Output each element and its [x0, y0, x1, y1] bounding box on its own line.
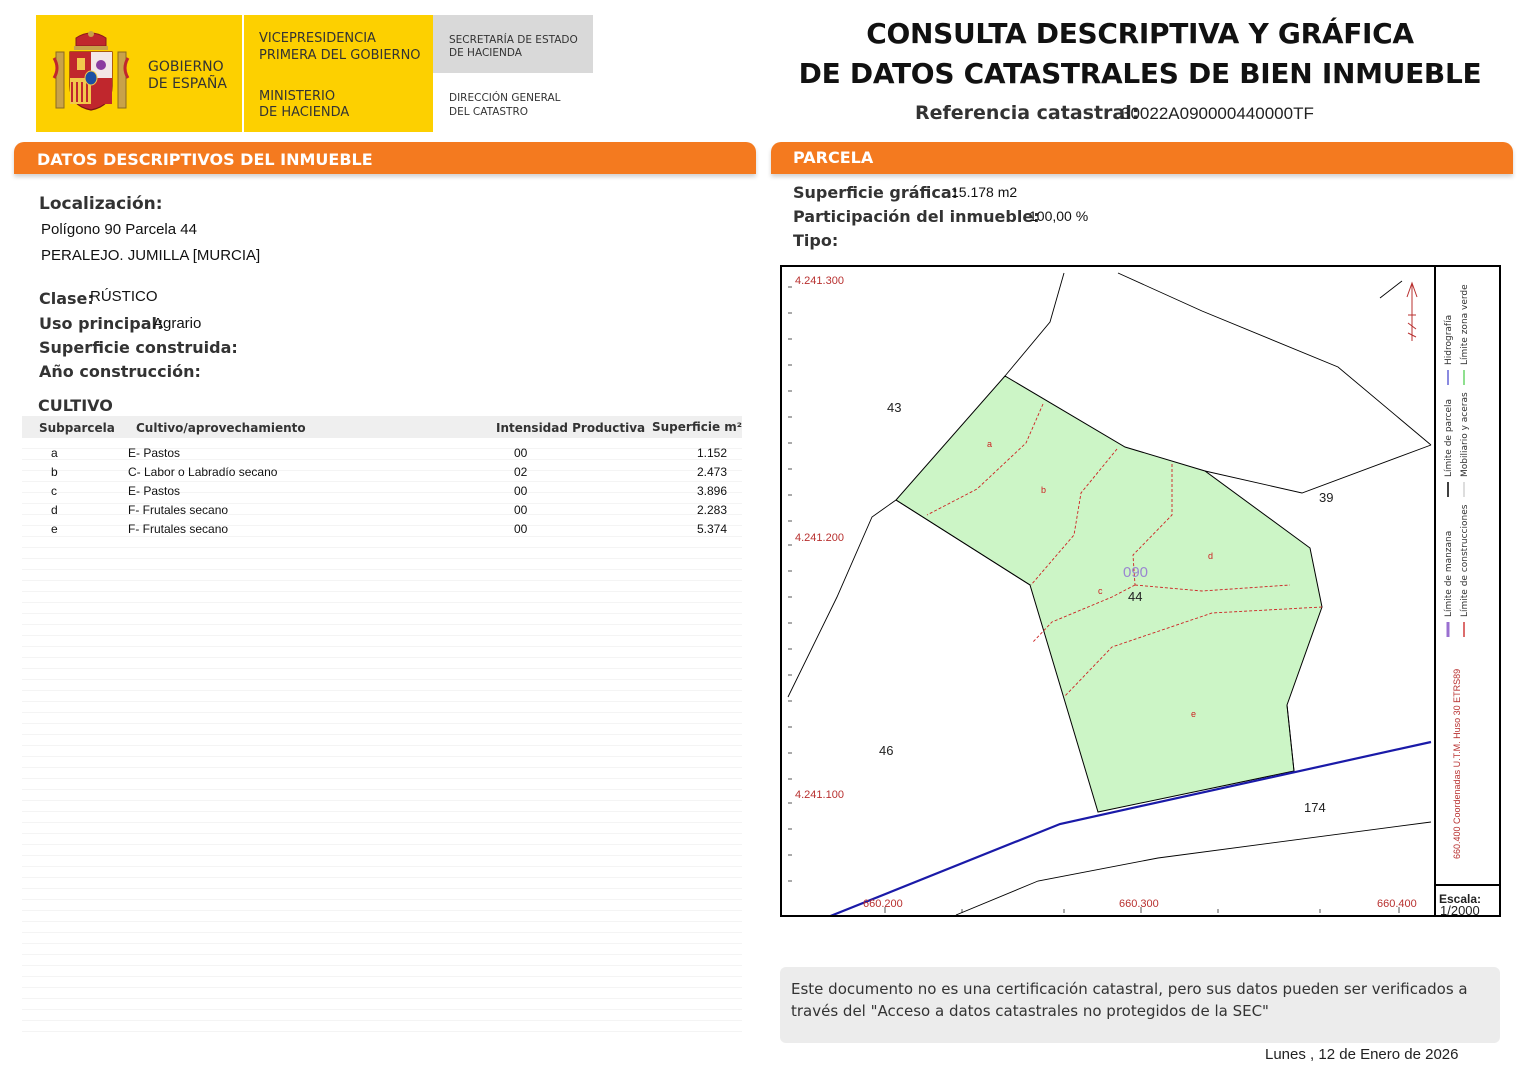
participacion-label: Participación del inmueble: — [793, 207, 1040, 226]
parcela-bar — [771, 142, 1513, 174]
y-label-4241200: 4.241.200 — [795, 532, 844, 544]
vicepresidencia-line2: PRIMERA DEL GOBIERNO — [259, 48, 421, 63]
parcel-number-174: 174 — [1304, 800, 1326, 815]
subparcel-label-e: e — [1191, 709, 1197, 719]
clase-value: RÚSTICO — [90, 288, 158, 305]
uso-principal-value: Agrario — [153, 315, 202, 332]
superficie-construida-label: Superficie construida: — [39, 338, 238, 357]
superficie-grafica-value: 15.178 m2 — [951, 184, 1018, 200]
localizacion-line1: Polígono 90 Parcela 44 — [41, 221, 197, 238]
footer-date: Lunes , 12 de Enero de 2026 — [1265, 1046, 1459, 1063]
row-a-sub: a — [51, 446, 58, 460]
ministerio-line1: MINISTERIO — [259, 89, 336, 104]
parcela-title: PARCELA — [793, 148, 874, 167]
participacion-value: 100,00 % — [1029, 208, 1089, 224]
anio-construccion-label: Año construcción: — [39, 362, 201, 381]
cultivo-title: CULTIVO — [38, 396, 113, 415]
row-a-cultivo: E- Pastos — [128, 446, 181, 460]
referencia-label: Referencia catastral: — [915, 102, 1140, 124]
page-title-line1: CONSULTA DESCRIPTIVA Y GRÁFICA — [866, 17, 1414, 50]
legend-zona-verde: Límite zona verde — [1460, 284, 1470, 365]
superficie-grafica-label: Superficie gráfica: — [793, 183, 959, 202]
y-label-4241300: 4.241.300 — [795, 275, 844, 287]
direccion-line2: DEL CATASTRO — [449, 106, 529, 118]
secretaria-line1: SECRETARÍA DE ESTADO — [449, 34, 578, 46]
row-d-sub: d — [51, 503, 58, 517]
y-label-4241100: 4.241.100 — [795, 789, 844, 801]
row-d-cultivo: F- Frutales secano — [128, 503, 229, 517]
legend-mobiliario: Mobiliario y aceras — [1460, 392, 1470, 477]
parcel-number-43: 43 — [887, 400, 902, 415]
tipo-label: Tipo: — [793, 231, 839, 250]
north-arrow-icon — [1407, 283, 1417, 341]
row-c-intensidad: 00 — [514, 484, 528, 498]
direccion-line1: DIRECCIÓN GENERAL — [449, 92, 561, 104]
logo-divider — [242, 15, 244, 132]
coat-of-arms-icon — [50, 28, 132, 116]
map-left-ticks — [788, 287, 792, 881]
row-e-superficie: 5.374 — [696, 522, 727, 536]
ministerio-line2: DE HACIENDA — [259, 105, 350, 120]
referencia-value: 30022A090000440000TF — [1121, 104, 1314, 123]
row-b-superficie: 2.473 — [696, 465, 727, 479]
localizacion-line2: PERALEJO. JUMILLA [MURCIA] — [41, 247, 261, 264]
uso-principal-label: Uso principal: — [39, 314, 164, 333]
escala-label: Escala: — [1439, 892, 1482, 906]
subparcel-label-d: d — [1208, 551, 1214, 561]
row-e-cultivo: F- Frutales secano — [128, 522, 229, 536]
x-label-660300: 660.300 — [1119, 898, 1159, 910]
row-a-intensidad: 00 — [514, 446, 528, 460]
cadastral-map — [780, 265, 1501, 917]
poligono-number: 090 — [1123, 564, 1149, 581]
clase-label: Clase: — [39, 289, 94, 308]
disclaimer-text: Este documento no es una certificación catastral, pero sus datos pueden ser verificados a través del "Acceso a datos catastrales no protegidos de la SEC" — [791, 980, 1468, 1020]
parcel-number-46: 46 — [879, 743, 894, 758]
subparcel-label-a: a — [987, 439, 993, 449]
row-b-cultivo: C- Labor o Labradío secano — [128, 465, 278, 479]
row-a-superficie: 1.152 — [696, 446, 727, 460]
row-e-intensidad: 00 — [514, 522, 528, 536]
subparcel-label-b: b — [1041, 485, 1047, 495]
parcel-number-39: 39 — [1319, 490, 1334, 505]
legend-coordenadas: 660.400 Coordenadas U.T.M. Huso 30 ETRS89 — [1452, 668, 1462, 859]
legend-limite-construcciones: Límite de construcciones — [1460, 504, 1470, 617]
x-label-660400: 660.400 — [1377, 898, 1417, 910]
secretaria-line2: DE HACIENDA — [449, 47, 522, 59]
row-c-cultivo: E- Pastos — [128, 484, 181, 498]
legend-limite-parcela: Límite de parcela — [1444, 398, 1454, 477]
gobierno-line2: DE ESPAÑA — [148, 76, 227, 92]
row-d-intensidad: 00 — [514, 503, 528, 517]
parcela-number-44: 44 — [1128, 589, 1143, 604]
vicepresidencia-line1: VICEPRESIDENCIA — [259, 31, 376, 46]
th-superficie: Superficie m² — [652, 420, 743, 434]
gobierno-line1: GOBIERNO — [148, 59, 224, 75]
subparcel-label-c: c — [1098, 586, 1103, 596]
legend-limite-manzana: Límite de manzana — [1444, 530, 1454, 617]
th-subparcela: Subparcela — [39, 421, 115, 435]
datos-descriptivos-title: DATOS DESCRIPTIVOS DEL INMUEBLE — [37, 150, 373, 169]
parcel-44-shape — [896, 376, 1322, 812]
localizacion-label: Localización: — [39, 194, 163, 214]
row-b-sub: b — [51, 465, 58, 479]
row-c-sub: c — [51, 484, 57, 498]
th-intensidad: Intensidad Productiva — [496, 421, 646, 435]
escala-value: 1/2000 — [1440, 903, 1480, 918]
row-b-intensidad: 02 — [514, 465, 528, 479]
map-drawing — [782, 267, 1499, 918]
x-label-660200: 660.200 — [863, 898, 903, 910]
page-title-line2: DE DATOS CATASTRALES DE BIEN INMUEBLE — [798, 57, 1482, 90]
row-d-superficie: 2.283 — [696, 503, 727, 517]
row-c-superficie: 3.896 — [696, 484, 727, 498]
legend-hidrografia: Hidrografía — [1444, 314, 1454, 365]
th-cultivo: Cultivo/aprovechamiento — [136, 421, 306, 435]
map-legend — [1436, 267, 1500, 882]
row-e-sub: e — [51, 522, 58, 536]
